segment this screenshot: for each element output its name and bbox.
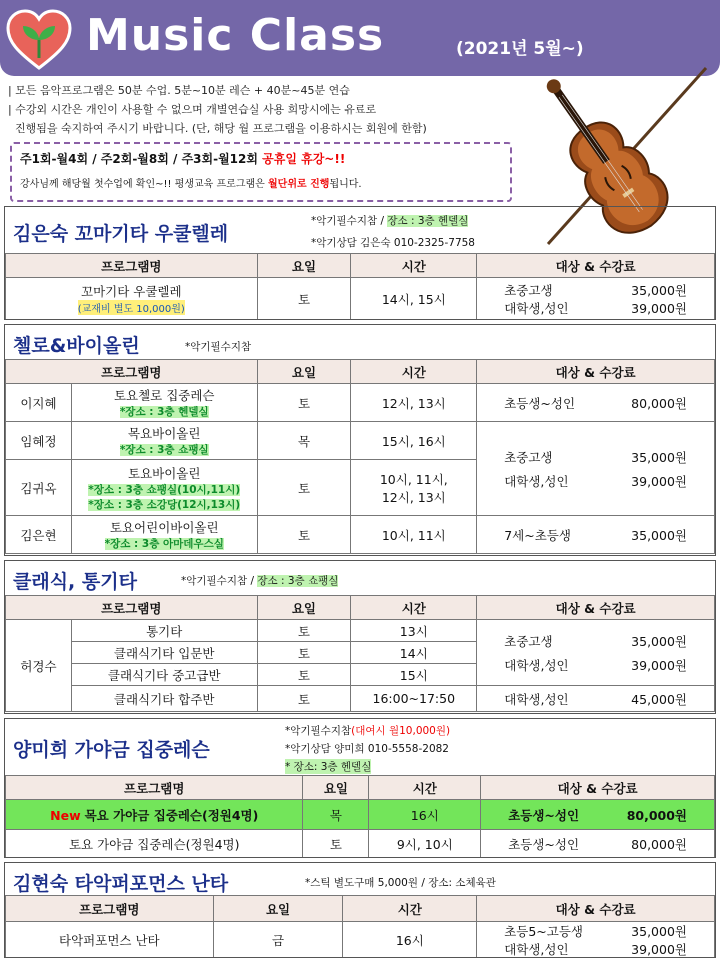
target: 대학생,성인 — [504, 300, 569, 316]
teacher-cell: 김귀옥 — [6, 460, 72, 516]
col-time: 시간 — [369, 776, 481, 800]
fee: 35,000원 — [631, 527, 687, 543]
program-name: 토요어린이바이올린 — [109, 520, 219, 535]
program-name: 클래식기타 입문반 — [71, 642, 257, 664]
program-name: 토요첼로 집중레슨 — [113, 388, 215, 403]
table-row — [6, 516, 715, 554]
time-cell: 10시, 11시, — [379, 471, 448, 487]
schedule-table — [5, 253, 715, 320]
col-day: 요일 — [257, 596, 351, 620]
section-title: 김현숙 타악퍼포먼스 난타 — [13, 873, 229, 895]
time-cell: 16시 — [369, 800, 481, 830]
program-place-2: *장소 : 3층 소강당(12시,13시) — [88, 498, 241, 511]
col-time: 시간 — [351, 596, 477, 620]
day-cell: 토 — [257, 664, 351, 686]
target: 7세~초등생 — [504, 527, 571, 543]
target: 대학생,성인 — [504, 657, 569, 673]
col-day: 요일 — [257, 360, 351, 384]
note-line: 진행됨을 숙지하여 주시기 바랍니다. (단, 해당 월 프로그램을 이용하시는 회원에 한함) — [8, 122, 427, 135]
table-row — [6, 686, 715, 712]
notice-box — [10, 142, 512, 202]
section-guitar — [4, 560, 716, 714]
time-cell-2: 12시, 13시 — [381, 489, 446, 505]
section-note: *악기필수지참 / — [181, 575, 258, 587]
program-name: 토요바이올린 — [128, 465, 201, 481]
day-cell: 토 — [257, 686, 351, 712]
day-cell: 토 — [257, 384, 351, 422]
teacher-cell: 허경수 — [6, 620, 72, 712]
col-target-fee: 대상 & 수강료 — [477, 896, 715, 922]
fee: 39,000원 — [631, 942, 687, 957]
day-cell: 토 — [257, 278, 351, 320]
section-title: 클래식, 통기타 — [13, 571, 137, 593]
day-cell: 금 — [213, 922, 343, 959]
program-name: 토요 가야금 집중레슨(정원4명) — [6, 830, 303, 858]
col-day: 요일 — [257, 254, 351, 278]
day-cell: 토 — [257, 460, 351, 516]
fee: 80,000원 — [631, 395, 687, 411]
target: 초중고생 — [504, 282, 553, 298]
target: 초등생~성인 — [508, 807, 580, 823]
target: 초중고생 — [504, 633, 553, 649]
col-target-fee: 대상 & 수강료 — [477, 360, 715, 384]
col-program: 프로그램명 — [6, 596, 258, 620]
day-cell: 목 — [257, 422, 351, 460]
section-note: *스틱 별도구매 5,000원 / 장소: 소체육관 — [305, 877, 496, 889]
program-name: 목요 가야금 집중레슨(정원4명) — [84, 807, 259, 823]
table-row — [6, 922, 715, 959]
section-title: 김은숙 꼬마기타 우쿨렐레 — [13, 223, 229, 245]
section-ukulele — [4, 206, 716, 320]
note-line: | 모든 음악프로그램은 50분 수업. 5분~10분 레슨 + 40분~45분 연습 — [8, 84, 350, 97]
program-place: *장소 : 3층 쇼팽실 — [119, 444, 209, 456]
section-place: 장소 : 3층 쇼팽실 — [257, 575, 339, 587]
target: 초등생~성인 — [504, 395, 576, 411]
target: 초등생~성인 — [508, 836, 580, 852]
time-cell: 10시, 11시 — [351, 516, 477, 554]
table-row-new — [6, 800, 715, 830]
section-nanta — [4, 862, 716, 958]
fee: 35,000원 — [631, 449, 687, 465]
section-contact: *악기상담 김은숙 010-2325-7758 — [311, 237, 475, 249]
fee: 39,000원 — [631, 657, 687, 673]
page-subtitle: (2021년 5월~) — [456, 39, 584, 59]
section-gayageum — [4, 718, 716, 858]
schedule-table — [5, 895, 715, 958]
time-cell: 15시 — [351, 664, 477, 686]
program-sub: (교재비 별도 10,000원) — [78, 300, 185, 315]
table-row — [6, 830, 715, 858]
program-place: *장소 : 3층 아마데우스실 — [104, 538, 224, 550]
section-title: 첼로&바이올린 — [13, 335, 140, 357]
notice-text-end: 됩니다. — [329, 179, 362, 190]
col-day: 요일 — [303, 776, 369, 800]
day-cell: 토 — [257, 642, 351, 664]
program-name: 클래식기타 중고급반 — [71, 664, 257, 686]
fee: 35,000원 — [631, 282, 687, 298]
fee: 80,000원 — [631, 836, 687, 852]
col-time: 시간 — [351, 254, 477, 278]
time-cell: 13시 — [351, 620, 477, 642]
target: 대학생,성인 — [504, 691, 569, 707]
notice-monthly: 월단위로 진행 — [268, 179, 330, 190]
col-time: 시간 — [343, 896, 477, 922]
teacher-cell: 이지혜 — [6, 384, 72, 422]
section-rental: (대여시 월10,000원) — [351, 725, 451, 737]
col-target-fee: 대상 & 수강료 — [477, 254, 715, 278]
heart-sprout-icon — [6, 8, 72, 74]
target: 초중고생 — [504, 449, 553, 465]
day-cell: 목 — [303, 800, 369, 830]
col-program: 프로그램명 — [6, 896, 214, 922]
day-cell: 토 — [303, 830, 369, 858]
time-cell: 9시, 10시 — [369, 830, 481, 858]
program-name: 목요바이올린 — [128, 426, 201, 441]
section-title: 양미희 가야금 집중레슨 — [13, 739, 210, 761]
col-target-fee: 대상 & 수강료 — [481, 776, 715, 800]
time-cell: 12시, 13시 — [351, 384, 477, 422]
notice-holiday: 공휴일 휴강~!! — [262, 152, 346, 166]
section-place: * 장소: 3층 헨델실 — [285, 761, 372, 773]
table-row — [6, 422, 715, 460]
new-badge: New — [50, 807, 81, 823]
page-title: Music Class — [86, 10, 385, 61]
program-name: 꼬마기타 우쿨렐레 — [81, 284, 182, 299]
col-target-fee: 대상 & 수강료 — [477, 596, 715, 620]
notice-weeks: 주1회-월4회 / 주2회-월8회 / 주3회-월12회 — [20, 152, 258, 166]
target: 초등5~고등생 — [504, 924, 584, 939]
teacher-cell: 김은현 — [6, 516, 72, 554]
fee: 35,000원 — [631, 633, 687, 649]
time-cell: 14시, 15시 — [351, 278, 477, 320]
section-note: *악기필수지참 — [285, 725, 352, 737]
schedule-table — [5, 595, 715, 712]
note-line: | 수강외 시간은 개인이 사용할 수 없으며 개별연습실 사용 희망시에는 유료로 — [8, 103, 377, 116]
teacher-cell: 임혜정 — [6, 422, 72, 460]
col-time: 시간 — [351, 360, 477, 384]
fee: 80,000원 — [626, 807, 687, 823]
program-name: 타악퍼포먼스 난타 — [6, 922, 214, 959]
section-place: 장소 : 3층 헨델실 — [387, 215, 469, 227]
col-program: 프로그램명 — [6, 776, 303, 800]
schedule-table — [5, 359, 715, 554]
day-cell: 토 — [257, 620, 351, 642]
time-cell: 16시 — [343, 922, 477, 959]
time-cell: 15시, 16시 — [351, 422, 477, 460]
target: 대학생,성인 — [504, 942, 569, 957]
schedule-table — [5, 775, 715, 858]
col-program: 프로그램명 — [6, 360, 258, 384]
section-contact: *악기상담 양미희 010-5558-2082 — [285, 743, 449, 755]
program-name: 통기타 — [71, 620, 257, 642]
program-place: *장소 : 3층 쇼팽실(10시,11시) — [88, 483, 241, 496]
fee: 39,000원 — [631, 473, 687, 489]
fee: 45,000원 — [631, 691, 687, 707]
col-program: 프로그램명 — [6, 254, 258, 278]
table-row — [6, 278, 715, 320]
section-cello-violin — [4, 324, 716, 556]
table-row — [6, 620, 715, 642]
section-note: *악기필수지참 — [185, 341, 252, 353]
table-row — [6, 384, 715, 422]
notice-text: 강사님께 해당월 첫수업에 확인~!! 평생교육 프로그램은 — [20, 179, 268, 190]
target: 대학생,성인 — [504, 473, 569, 489]
section-note: *악기필수지참 / — [311, 215, 388, 227]
fee: 39,000원 — [631, 300, 687, 316]
time-cell: 16:00~17:50 — [351, 686, 477, 712]
program-name: 클래식기타 합주반 — [71, 686, 257, 712]
time-cell: 14시 — [351, 642, 477, 664]
program-place: *장소 : 3층 헨델실 — [119, 406, 209, 418]
day-cell: 토 — [257, 516, 351, 554]
col-day: 요일 — [213, 896, 343, 922]
fee: 35,000원 — [631, 924, 687, 939]
